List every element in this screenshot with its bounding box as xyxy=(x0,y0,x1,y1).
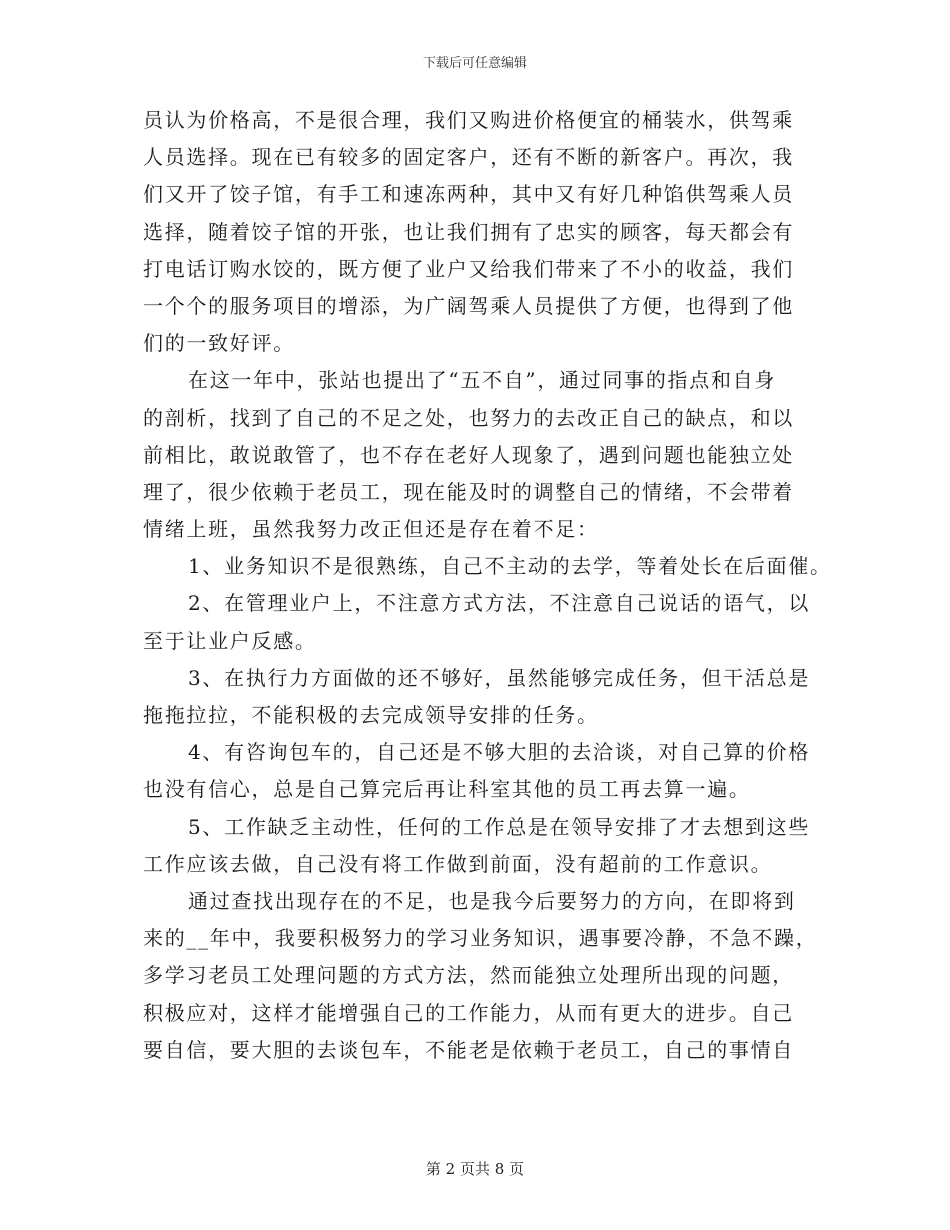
text-line: 一个个的服务项目的增添，为广阔驾乘人员提供了方便，也得到了他 xyxy=(143,293,794,318)
text-line: 来的__年中，我要积极努力的学习业务知识，遇事要冷静，不急不躁， xyxy=(143,926,818,951)
text-line: 积极应对，这样才能增强自己的工作能力，从而有更大的进步。自己 xyxy=(143,1000,794,1025)
text-line-indented: 5、工作缺乏主动性，任何的工作总是在领导安排了才去想到这些 xyxy=(188,814,811,839)
page-header: 下载后可任意编辑 xyxy=(422,56,527,71)
text-line-indented: 通过查找出现存在的不足，也是我今后要努力的方向，在即将到 xyxy=(188,888,796,913)
text-line: 们的一致好评。 xyxy=(143,331,295,356)
text-line: 打电话订购水饺的，既方便了业户又给我们带来了不小的收益，我们 xyxy=(143,256,794,281)
text-line: 选择，随着饺子馆的开张，也让我们拥有了忠实的顾客，每天都会有 xyxy=(143,219,794,244)
text-line: 至于让业户反感。 xyxy=(143,628,317,653)
text-line: 们又开了饺子馆，有手工和速冻两种，其中又有好几种馅供驾乘人员 xyxy=(143,182,794,207)
text-line-indented: 在这一年中，张站也提出了“五不自”，通过同事的指点和自身 xyxy=(188,368,777,393)
text-line-indented: 2、在管理业户上，不注意方式方法，不注意自己说话的语气，以 xyxy=(188,591,811,616)
text-line: 情绪上班，虽然我努力改正但还是存在着不足： xyxy=(143,517,599,542)
text-line: 拖拖拉拉，不能积极的去完成领导安排的任务。 xyxy=(143,703,599,727)
text-line: 人员选择。现在已有较多的固定客户，还有不断的新客户。再次，我 xyxy=(143,145,794,170)
text-line-indented: 3、在执行力方面做的还不够好，虽然能够完成任务，但干活总是 xyxy=(188,665,811,690)
text-line: 理了，很少依赖于老员工，现在能及时的调整自己的情绪，不会带着 xyxy=(143,479,794,504)
text-line: 员认为价格高，不是很合理，我们又购进价格便宜的桶装水，供驾乘 xyxy=(143,108,794,132)
document-body xyxy=(143,102,832,1069)
text-line: 前相比，敢说敢管了，也不存在老好人现象了，遇到问题也能独立处 xyxy=(143,442,794,467)
text-line: 的剖析，找到了自己的不足之处，也努力的去改正自己的缺点，和以 xyxy=(143,405,794,430)
text-line: 要自信，要大胆的去谈包车，不能老是依赖于老员工，自己的事情自 xyxy=(143,1037,794,1062)
text-line-indented: 1、业务知识不是很熟练，自己不主动的去学，等着处长在后面催。 xyxy=(188,554,832,579)
text-line-indented: 4、有咨询包车的，自己还是不够大胆的去洽谈，对自己算的价格 xyxy=(188,740,811,765)
text-line: 也没有信心，总是自己算完后再让科室其他的员工再去算一遍。 xyxy=(143,777,751,802)
text-line: 工作应该去做，自己没有将工作做到前面，没有超前的工作意识。 xyxy=(143,851,773,876)
text-line: 多学习老员工处理问题的方式方法，然而能独立处理所出现的问题， xyxy=(143,963,794,988)
page-footer: 第 2 页共 8 页 xyxy=(425,1160,525,1178)
